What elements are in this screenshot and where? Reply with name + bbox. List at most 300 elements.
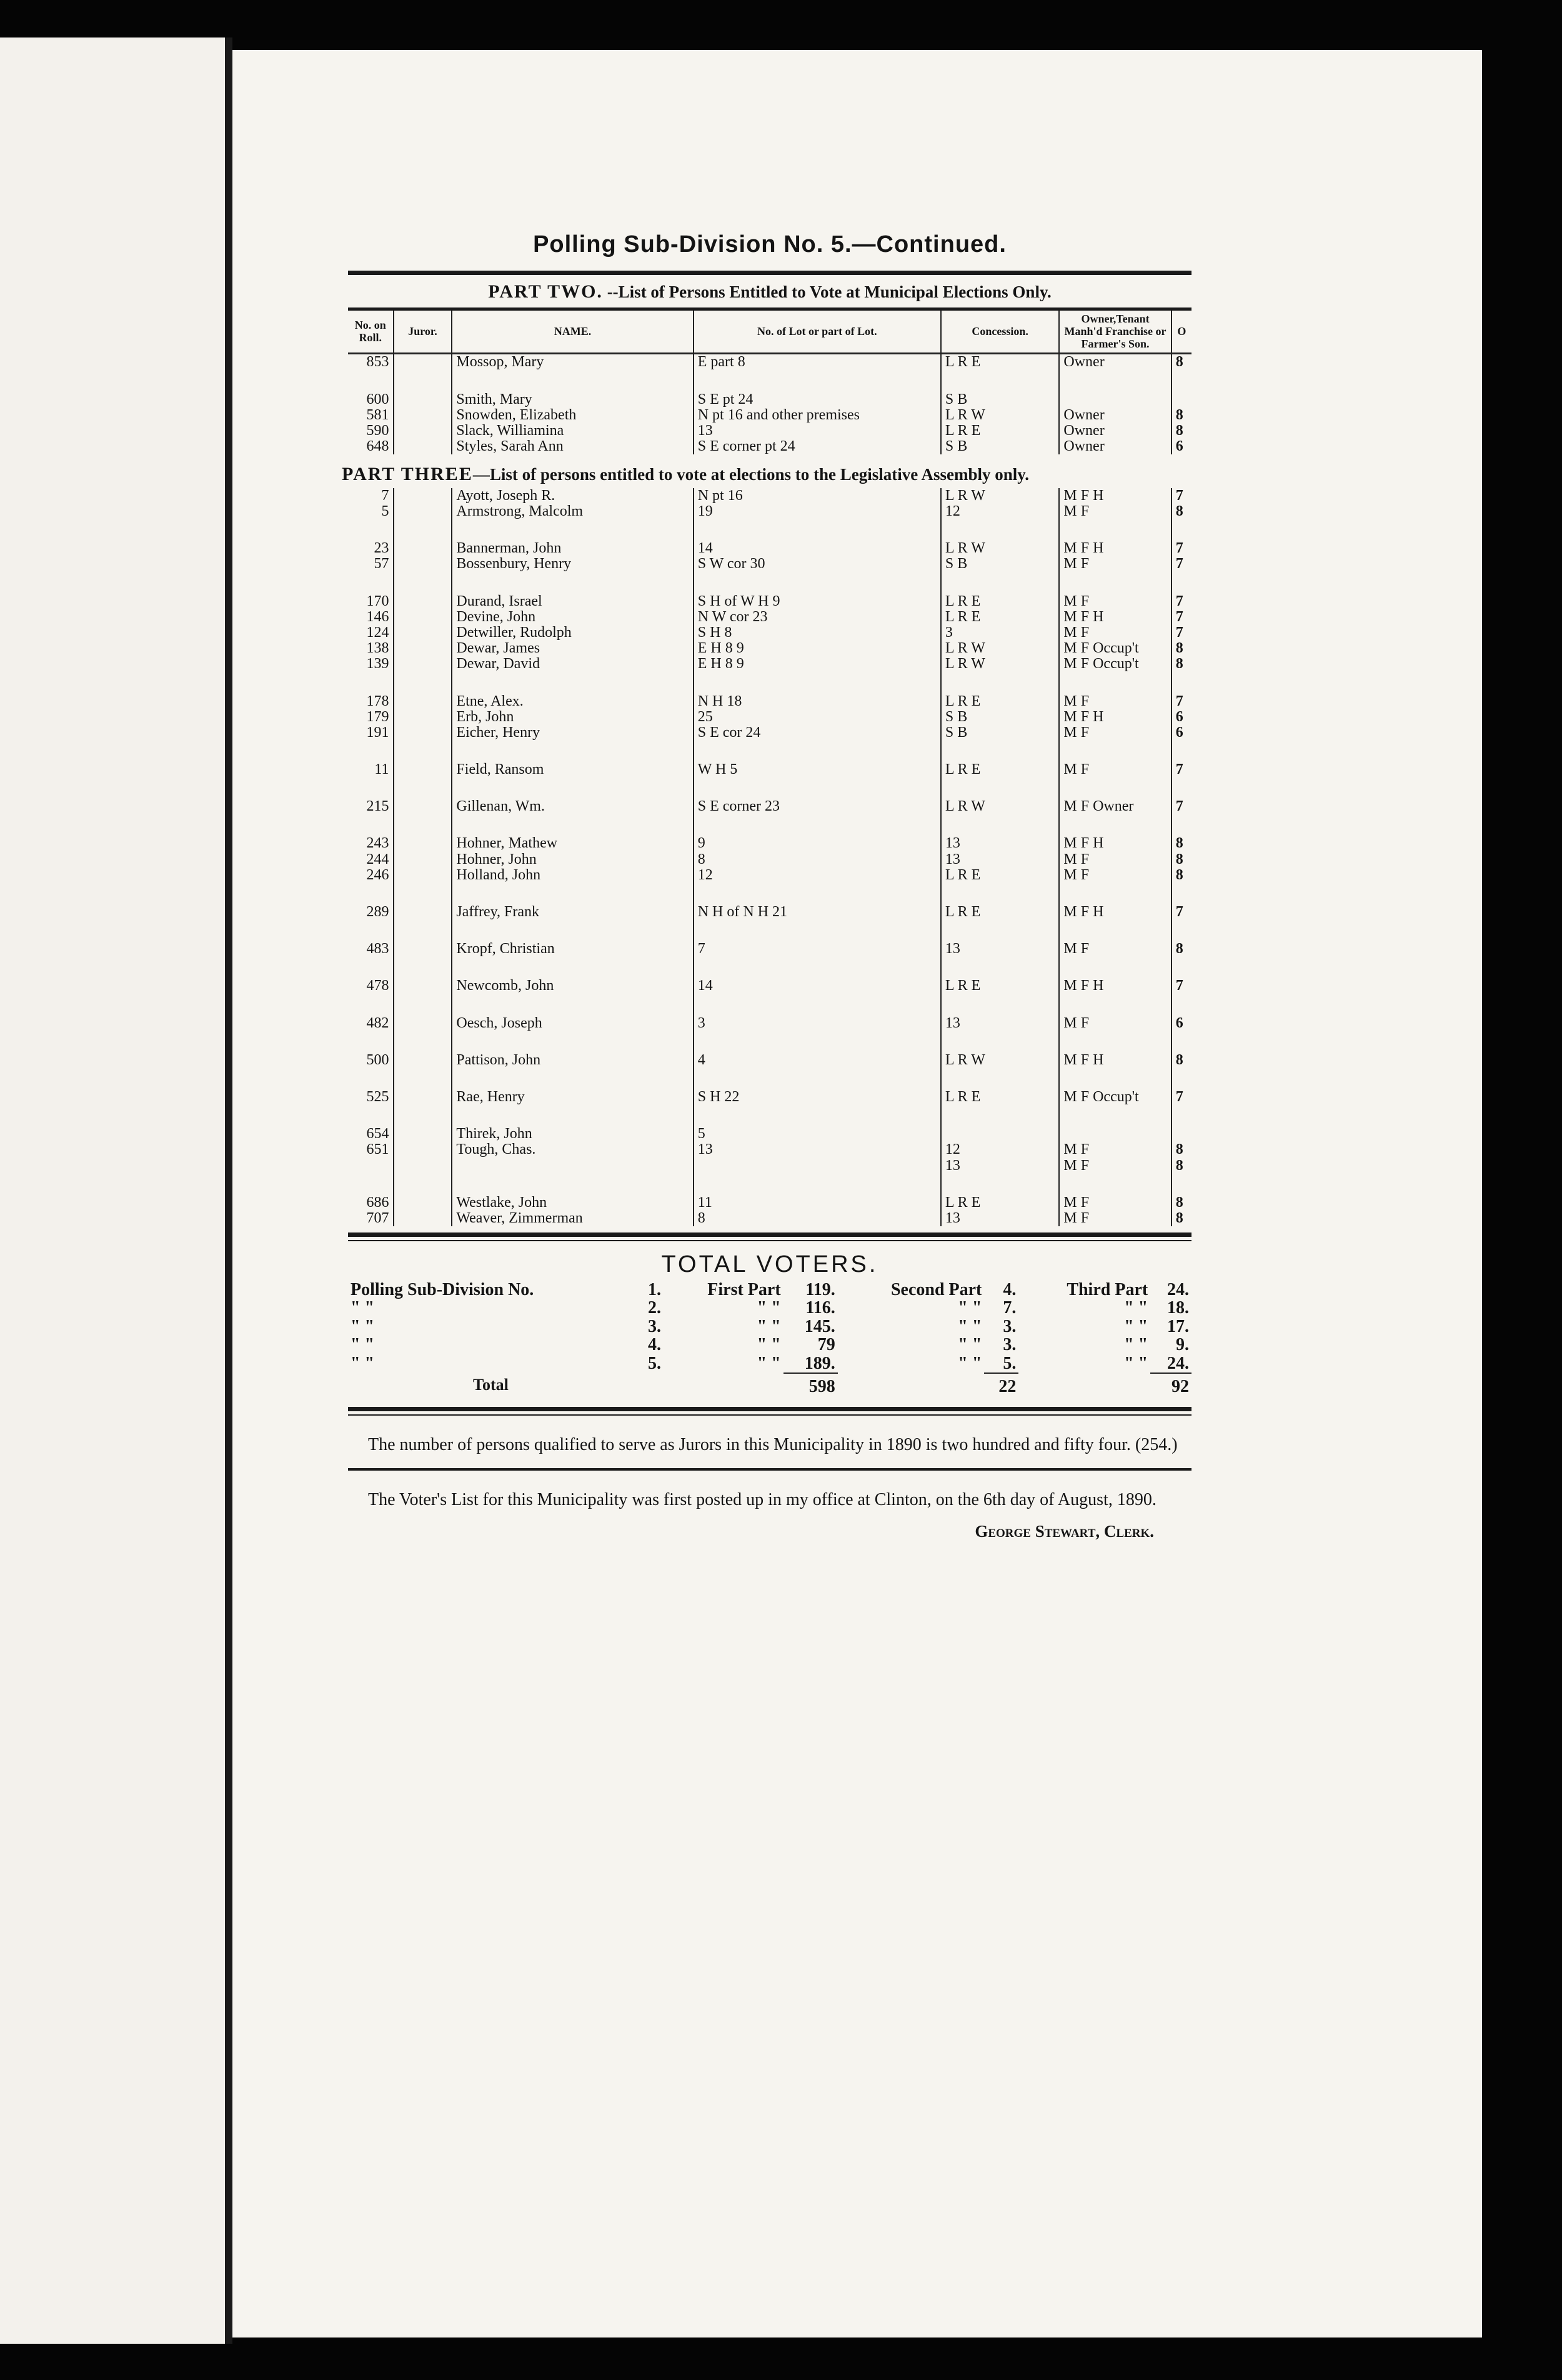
owner-cell: Owner bbox=[1059, 408, 1171, 423]
juror-cell bbox=[394, 541, 452, 556]
lot-cell: 4 bbox=[694, 1052, 941, 1068]
roll-cell: 178 bbox=[348, 694, 394, 709]
spacer-cell bbox=[941, 371, 1060, 392]
table-spacer-row bbox=[348, 1031, 1191, 1052]
spacer-cell bbox=[941, 672, 1060, 694]
roll-cell: 853 bbox=[348, 354, 394, 371]
table-spacer-row bbox=[348, 741, 1191, 762]
concession-cell: L R W bbox=[941, 408, 1060, 423]
first-part-value: 145. bbox=[804, 1316, 835, 1336]
spacer-cell bbox=[452, 814, 693, 836]
spacer-cell bbox=[941, 1105, 1060, 1126]
table-row bbox=[348, 423, 1191, 439]
juror-cell bbox=[394, 941, 452, 957]
third-part-value: 24. bbox=[1167, 1280, 1189, 1300]
lot-cell: 7 bbox=[694, 941, 941, 957]
lot-cell: 19 bbox=[694, 504, 941, 519]
concession-cell: L R W bbox=[941, 799, 1060, 814]
name-cell: Hohner, Mathew bbox=[452, 836, 693, 851]
spacer-cell bbox=[941, 883, 1060, 904]
lot-cell: S H 8 bbox=[694, 625, 941, 641]
lot-cell: N H of N H 21 bbox=[694, 904, 941, 920]
lot-cell: S E pt 24 bbox=[694, 392, 941, 408]
lot-cell: S E corner pt 24 bbox=[694, 439, 941, 454]
subdivision-no: 3. bbox=[647, 1316, 661, 1336]
spacer-cell bbox=[694, 519, 941, 541]
roll-cell: 138 bbox=[348, 641, 394, 656]
col-name: NAME. bbox=[452, 311, 693, 354]
roll-cell: 7 bbox=[348, 488, 394, 504]
owner-cell: M F H bbox=[1059, 978, 1171, 994]
table-row bbox=[348, 641, 1191, 656]
concession-cell: L R W bbox=[941, 641, 1060, 656]
juror-cell bbox=[394, 709, 452, 725]
total-second: 22 bbox=[984, 1373, 1018, 1396]
spacer-cell bbox=[694, 672, 941, 694]
name-cell: Detwiller, Rudolph bbox=[452, 625, 693, 641]
spacer-cell bbox=[1172, 994, 1191, 1016]
spacer-cell bbox=[1172, 1031, 1191, 1052]
name-cell: Rae, Henry bbox=[452, 1089, 693, 1105]
col-juror: Juror. bbox=[394, 311, 452, 354]
table-row bbox=[348, 1195, 1191, 1211]
code-cell: 7 bbox=[1175, 692, 1183, 709]
concession-cell: L R E bbox=[941, 762, 1060, 778]
spacer-cell bbox=[452, 672, 693, 694]
roll-cell: 5 bbox=[348, 504, 394, 519]
owner-cell bbox=[1059, 1126, 1171, 1142]
lot-cell: 11 bbox=[694, 1195, 941, 1211]
name-cell bbox=[452, 1158, 693, 1174]
table-row bbox=[348, 392, 1191, 408]
name-cell: Kropf, Christian bbox=[452, 941, 693, 957]
owner-cell: M F bbox=[1059, 594, 1171, 609]
spacer-cell bbox=[941, 1174, 1060, 1195]
owner-cell: M F H bbox=[1059, 709, 1171, 725]
spacer-cell bbox=[452, 1174, 693, 1195]
table-spacer-row bbox=[348, 1068, 1191, 1089]
concession-cell: 13 bbox=[941, 1211, 1060, 1226]
juror-cell bbox=[394, 868, 452, 883]
code-cell: 6 bbox=[1175, 438, 1183, 455]
lot-cell: 8 bbox=[694, 852, 941, 868]
subdivision-label: " " bbox=[351, 1298, 375, 1318]
lot-cell: 5 bbox=[694, 1126, 941, 1142]
spacer-cell bbox=[348, 572, 394, 594]
code-cell: 8 bbox=[1175, 1209, 1183, 1226]
name-cell: Erb, John bbox=[452, 709, 693, 725]
juror-cell bbox=[394, 408, 452, 423]
spacer-cell bbox=[941, 778, 1060, 799]
spacer-cell bbox=[694, 1068, 941, 1089]
spacer-cell bbox=[452, 741, 693, 762]
juror-cell bbox=[394, 799, 452, 814]
table-row bbox=[348, 852, 1191, 868]
spacer-cell bbox=[694, 1174, 941, 1195]
table-row bbox=[348, 1016, 1191, 1031]
concession-cell: S B bbox=[941, 556, 1060, 572]
concession-cell: L R W bbox=[941, 656, 1060, 672]
name-cell: Etne, Alex. bbox=[452, 694, 693, 709]
name-cell: Smith, Mary bbox=[452, 392, 693, 408]
totals-row bbox=[348, 1281, 1191, 1299]
code-cell: 8 bbox=[1175, 503, 1183, 520]
spacer-cell bbox=[1172, 371, 1191, 392]
third-part-value: 17. bbox=[1167, 1316, 1189, 1336]
juror-cell bbox=[394, 1016, 452, 1031]
third-part-label: " " bbox=[1124, 1316, 1148, 1336]
totals-table bbox=[348, 1281, 1191, 1396]
table-row bbox=[348, 1052, 1191, 1068]
spacer-cell bbox=[1172, 778, 1191, 799]
owner-cell: M F Occup't bbox=[1059, 656, 1171, 672]
lot-cell: 9 bbox=[694, 836, 941, 851]
table-row bbox=[348, 656, 1191, 672]
juror-cell bbox=[394, 1052, 452, 1068]
spacer-cell bbox=[1172, 1068, 1191, 1089]
spacer-cell bbox=[941, 1068, 1060, 1089]
spacer-cell bbox=[394, 920, 452, 941]
code-cell: 7 bbox=[1175, 540, 1183, 557]
first-part-label: " " bbox=[757, 1335, 781, 1355]
spacer-cell bbox=[1059, 1031, 1171, 1052]
table-row bbox=[348, 488, 1191, 504]
roll-cell: 139 bbox=[348, 656, 394, 672]
name-cell: Tough, Chas. bbox=[452, 1142, 693, 1158]
spacer-cell bbox=[394, 1174, 452, 1195]
concession-cell: S B bbox=[941, 725, 1060, 741]
table-header-row bbox=[348, 311, 1191, 354]
roll-cell: 581 bbox=[348, 408, 394, 423]
roll-cell: 146 bbox=[348, 609, 394, 625]
spacer-cell bbox=[348, 920, 394, 941]
juror-cell bbox=[394, 1089, 452, 1105]
owner-cell: Owner bbox=[1059, 354, 1171, 371]
name-cell: Snowden, Elizabeth bbox=[452, 408, 693, 423]
spacer-cell bbox=[1059, 957, 1171, 978]
spacer-cell bbox=[1172, 741, 1191, 762]
subdivision-no: 1. bbox=[647, 1280, 661, 1300]
juror-cell bbox=[394, 725, 452, 741]
roll-cell: 243 bbox=[348, 836, 394, 851]
spacer-cell bbox=[348, 778, 394, 799]
roll-cell: 124 bbox=[348, 625, 394, 641]
name-cell: Slack, Williamina bbox=[452, 423, 693, 439]
first-part-label: First Part bbox=[707, 1280, 781, 1300]
jurors-note: The number of persons qualified to serve as Jurors in this Municipality in 1890 is two hundred and fifty four. (254.) bbox=[368, 1435, 1178, 1455]
subdivision-label: " " bbox=[351, 1316, 375, 1336]
lot-cell: N H 18 bbox=[694, 694, 941, 709]
first-part-label: " " bbox=[757, 1298, 781, 1318]
second-part-value: 5. bbox=[1003, 1353, 1017, 1373]
code-cell: 8 bbox=[1175, 354, 1183, 371]
concession-cell: 12 bbox=[941, 1142, 1060, 1158]
name-cell: Thirek, John bbox=[452, 1126, 693, 1142]
code-cell: 7 bbox=[1175, 798, 1183, 815]
concession-cell: 13 bbox=[941, 941, 1060, 957]
table-row bbox=[348, 556, 1191, 572]
juror-cell bbox=[394, 556, 452, 572]
spacer-cell bbox=[694, 994, 941, 1016]
owner-cell: M F bbox=[1059, 1158, 1171, 1174]
concession-cell: 13 bbox=[941, 1016, 1060, 1031]
spacer-cell bbox=[394, 778, 452, 799]
code-cell: 8 bbox=[1175, 835, 1183, 852]
spacer-cell bbox=[348, 519, 394, 541]
spacer-cell bbox=[1172, 883, 1191, 904]
table-spacer-row bbox=[348, 957, 1191, 978]
roll-cell: 11 bbox=[348, 762, 394, 778]
concession-cell: L R E bbox=[941, 1195, 1060, 1211]
juror-cell bbox=[394, 694, 452, 709]
spacer-cell bbox=[941, 920, 1060, 941]
owner-cell: Owner bbox=[1059, 439, 1171, 454]
roll-cell: 590 bbox=[348, 423, 394, 439]
concession-cell: L R E bbox=[941, 354, 1060, 371]
lot-cell: N pt 16 and other premises bbox=[694, 408, 941, 423]
first-part-label: " " bbox=[757, 1316, 781, 1336]
subdivision-no: 2. bbox=[647, 1298, 661, 1318]
lot-cell: 13 bbox=[694, 1142, 941, 1158]
roll-cell: 482 bbox=[348, 1016, 394, 1031]
code-cell: 8 bbox=[1175, 656, 1183, 672]
spacer-cell bbox=[1172, 814, 1191, 836]
code-cell: 7 bbox=[1175, 624, 1183, 641]
roll-cell: 478 bbox=[348, 978, 394, 994]
page-gutter bbox=[225, 38, 232, 2344]
owner-cell: M F Occup't bbox=[1059, 641, 1171, 656]
spacer-cell bbox=[941, 741, 1060, 762]
totals-row bbox=[348, 1318, 1191, 1336]
spacer-cell bbox=[1059, 1174, 1171, 1195]
part-two-rows bbox=[348, 354, 1191, 454]
code-cell: 6 bbox=[1175, 708, 1183, 725]
spacer-cell bbox=[452, 1068, 693, 1089]
spacer-cell bbox=[941, 994, 1060, 1016]
spacer-cell bbox=[348, 1174, 394, 1195]
code-cell: 8 bbox=[1175, 1141, 1183, 1158]
part-two-text: --List of Persons Entitled to Vote at Municipal Elections Only. bbox=[607, 282, 1052, 301]
concession-cell: L R E bbox=[941, 694, 1060, 709]
second-part-value: 3. bbox=[1003, 1335, 1017, 1355]
roll-cell: 651 bbox=[348, 1142, 394, 1158]
first-part-value: 189. bbox=[804, 1353, 835, 1373]
third-part-value: 24. bbox=[1167, 1353, 1189, 1373]
second-part-label: " " bbox=[958, 1335, 982, 1355]
spacer-cell bbox=[452, 572, 693, 594]
table-row bbox=[348, 978, 1191, 994]
spacer-cell bbox=[452, 1105, 693, 1126]
spacer-cell bbox=[694, 1105, 941, 1126]
juror-cell bbox=[394, 852, 452, 868]
notes-rule bbox=[348, 1468, 1191, 1471]
spacer-cell bbox=[1059, 814, 1171, 836]
page-content bbox=[342, 162, 1191, 1541]
concession-cell: L R E bbox=[941, 609, 1060, 625]
name-cell: Bossenbury, Henry bbox=[452, 556, 693, 572]
table-spacer-row bbox=[348, 994, 1191, 1016]
concession-cell: S B bbox=[941, 392, 1060, 408]
juror-cell bbox=[394, 1142, 452, 1158]
lot-cell: N pt 16 bbox=[694, 488, 941, 504]
spacer-cell bbox=[394, 1105, 452, 1126]
roll-cell: 170 bbox=[348, 594, 394, 609]
spacer-cell bbox=[1059, 519, 1171, 541]
juror-cell bbox=[394, 392, 452, 408]
lot-cell: E part 8 bbox=[694, 354, 941, 371]
concession-cell: S B bbox=[941, 439, 1060, 454]
lot-cell: 13 bbox=[694, 423, 941, 439]
total-third: 92 bbox=[1150, 1373, 1191, 1396]
lot-cell: 12 bbox=[694, 868, 941, 883]
second-part-value: 7. bbox=[1003, 1298, 1017, 1318]
roll-cell: 246 bbox=[348, 868, 394, 883]
lot-cell: S E corner 23 bbox=[694, 799, 941, 814]
spacer-cell bbox=[452, 1031, 693, 1052]
totals-title: TOTAL VOTERS. bbox=[661, 1251, 878, 1278]
name-cell: Mossop, Mary bbox=[452, 354, 693, 371]
second-part-label: " " bbox=[958, 1298, 982, 1318]
owner-cell: M F H bbox=[1059, 836, 1171, 851]
juror-cell bbox=[394, 594, 452, 609]
owner-cell: M F bbox=[1059, 852, 1171, 868]
lot-cell: E H 8 9 bbox=[694, 656, 941, 672]
roll-cell: 289 bbox=[348, 904, 394, 920]
spacer-cell bbox=[1059, 778, 1171, 799]
totals-row bbox=[348, 1336, 1191, 1354]
table-row bbox=[348, 1211, 1191, 1226]
spacer-cell bbox=[452, 371, 693, 392]
table-row bbox=[348, 504, 1191, 519]
spacer-cell bbox=[452, 519, 693, 541]
spacer-cell bbox=[348, 814, 394, 836]
concession-cell: 13 bbox=[941, 836, 1060, 851]
spacer-cell bbox=[394, 814, 452, 836]
lot-cell: 14 bbox=[694, 978, 941, 994]
spacer-cell bbox=[1172, 1174, 1191, 1195]
concession-cell: 3 bbox=[941, 625, 1060, 641]
table-spacer-row bbox=[348, 572, 1191, 594]
table-spacer-row bbox=[348, 883, 1191, 904]
concession-cell bbox=[941, 1126, 1060, 1142]
name-cell: Armstrong, Malcolm bbox=[452, 504, 693, 519]
spacer-cell bbox=[348, 371, 394, 392]
spacer-cell bbox=[394, 883, 452, 904]
lot-cell: N W cor 23 bbox=[694, 609, 941, 625]
subdivision-label: " " bbox=[351, 1354, 375, 1374]
posted-note: The Voter's List for this Municipality was first posted up in my office at Clinton, on the 6th day of August, 1890. bbox=[368, 1490, 1157, 1510]
third-part-label: " " bbox=[1124, 1335, 1148, 1355]
table-row bbox=[348, 408, 1191, 423]
col-roll: No. on Roll. bbox=[348, 311, 394, 354]
part-three-heading bbox=[342, 464, 1191, 484]
voters-table bbox=[342, 311, 1191, 1226]
roll-cell: 648 bbox=[348, 439, 394, 454]
table-row bbox=[348, 439, 1191, 454]
owner-cell: M F H bbox=[1059, 1052, 1171, 1068]
table-row bbox=[348, 1126, 1191, 1142]
spacer-cell bbox=[394, 1068, 452, 1089]
page-title: Polling Sub-Division No. 5.—Continued. bbox=[533, 231, 1007, 258]
owner-cell: M F Occup't bbox=[1059, 1089, 1171, 1105]
totals-sum-row bbox=[348, 1373, 1191, 1396]
name-cell: Field, Ransom bbox=[452, 762, 693, 778]
first-part-value: 79 bbox=[817, 1335, 835, 1355]
concession-cell: L R W bbox=[941, 541, 1060, 556]
owner-cell: M F bbox=[1059, 504, 1171, 519]
juror-cell bbox=[394, 625, 452, 641]
code-cell bbox=[1172, 1126, 1191, 1142]
concession-cell: 13 bbox=[941, 1158, 1060, 1174]
table-spacer-row bbox=[348, 672, 1191, 694]
juror-cell bbox=[394, 488, 452, 504]
table-row bbox=[348, 594, 1191, 609]
spacer-cell bbox=[452, 920, 693, 941]
code-cell: 7 bbox=[1175, 608, 1183, 625]
juror-cell bbox=[394, 354, 452, 371]
juror-cell bbox=[394, 656, 452, 672]
table-row bbox=[348, 354, 1191, 371]
table-end-rule-thin bbox=[348, 1240, 1191, 1241]
concession-cell: L R E bbox=[941, 1089, 1060, 1105]
spacer-cell bbox=[394, 957, 452, 978]
table-spacer-row bbox=[348, 920, 1191, 941]
third-part-value: 9. bbox=[1176, 1335, 1189, 1355]
concession-cell: 13 bbox=[941, 852, 1060, 868]
third-part-value: 18. bbox=[1167, 1298, 1189, 1318]
table-row bbox=[348, 541, 1191, 556]
col-owner: Owner,Tenant Manh'd Franchise or Farmer's Son. bbox=[1059, 311, 1171, 354]
table-spacer-row bbox=[348, 371, 1191, 392]
subdivision-label: " " bbox=[351, 1335, 375, 1355]
spacer-cell bbox=[394, 371, 452, 392]
code-cell: 6 bbox=[1175, 1014, 1183, 1031]
third-part-label: " " bbox=[1124, 1354, 1148, 1374]
table-row bbox=[348, 904, 1191, 920]
code-cell bbox=[1172, 392, 1191, 408]
lot-cell: S W cor 30 bbox=[694, 556, 941, 572]
code-cell: 8 bbox=[1175, 406, 1183, 423]
owner-cell: M F H bbox=[1059, 488, 1171, 504]
second-part-label: Second Part bbox=[890, 1280, 982, 1300]
spacer-cell bbox=[694, 814, 941, 836]
spacer-cell bbox=[694, 957, 941, 978]
table-row bbox=[348, 694, 1191, 709]
owner-cell: M F H bbox=[1059, 541, 1171, 556]
spacer-cell bbox=[394, 1031, 452, 1052]
third-part-label: " " bbox=[1124, 1298, 1148, 1318]
total-label: Total bbox=[473, 1375, 509, 1394]
code-cell: 8 bbox=[1175, 866, 1183, 883]
roll-cell: 215 bbox=[348, 799, 394, 814]
concession-cell: L R E bbox=[941, 423, 1060, 439]
lot-cell: 8 bbox=[694, 1211, 941, 1226]
totals-end-rule-thin bbox=[348, 1414, 1191, 1416]
name-cell: Dewar, James bbox=[452, 641, 693, 656]
table-spacer-row bbox=[348, 814, 1191, 836]
owner-cell: M F bbox=[1059, 868, 1171, 883]
roll-cell: 191 bbox=[348, 725, 394, 741]
code-cell: 8 bbox=[1175, 1051, 1183, 1068]
first-part-label: " " bbox=[757, 1354, 781, 1374]
owner-cell: M F bbox=[1059, 1195, 1171, 1211]
name-cell: Pattison, John bbox=[452, 1052, 693, 1068]
part-three-rows bbox=[348, 488, 1191, 1226]
spacer-cell bbox=[1059, 741, 1171, 762]
spacer-cell bbox=[1059, 883, 1171, 904]
owner-cell: M F Owner bbox=[1059, 799, 1171, 814]
spacer-cell bbox=[394, 994, 452, 1016]
